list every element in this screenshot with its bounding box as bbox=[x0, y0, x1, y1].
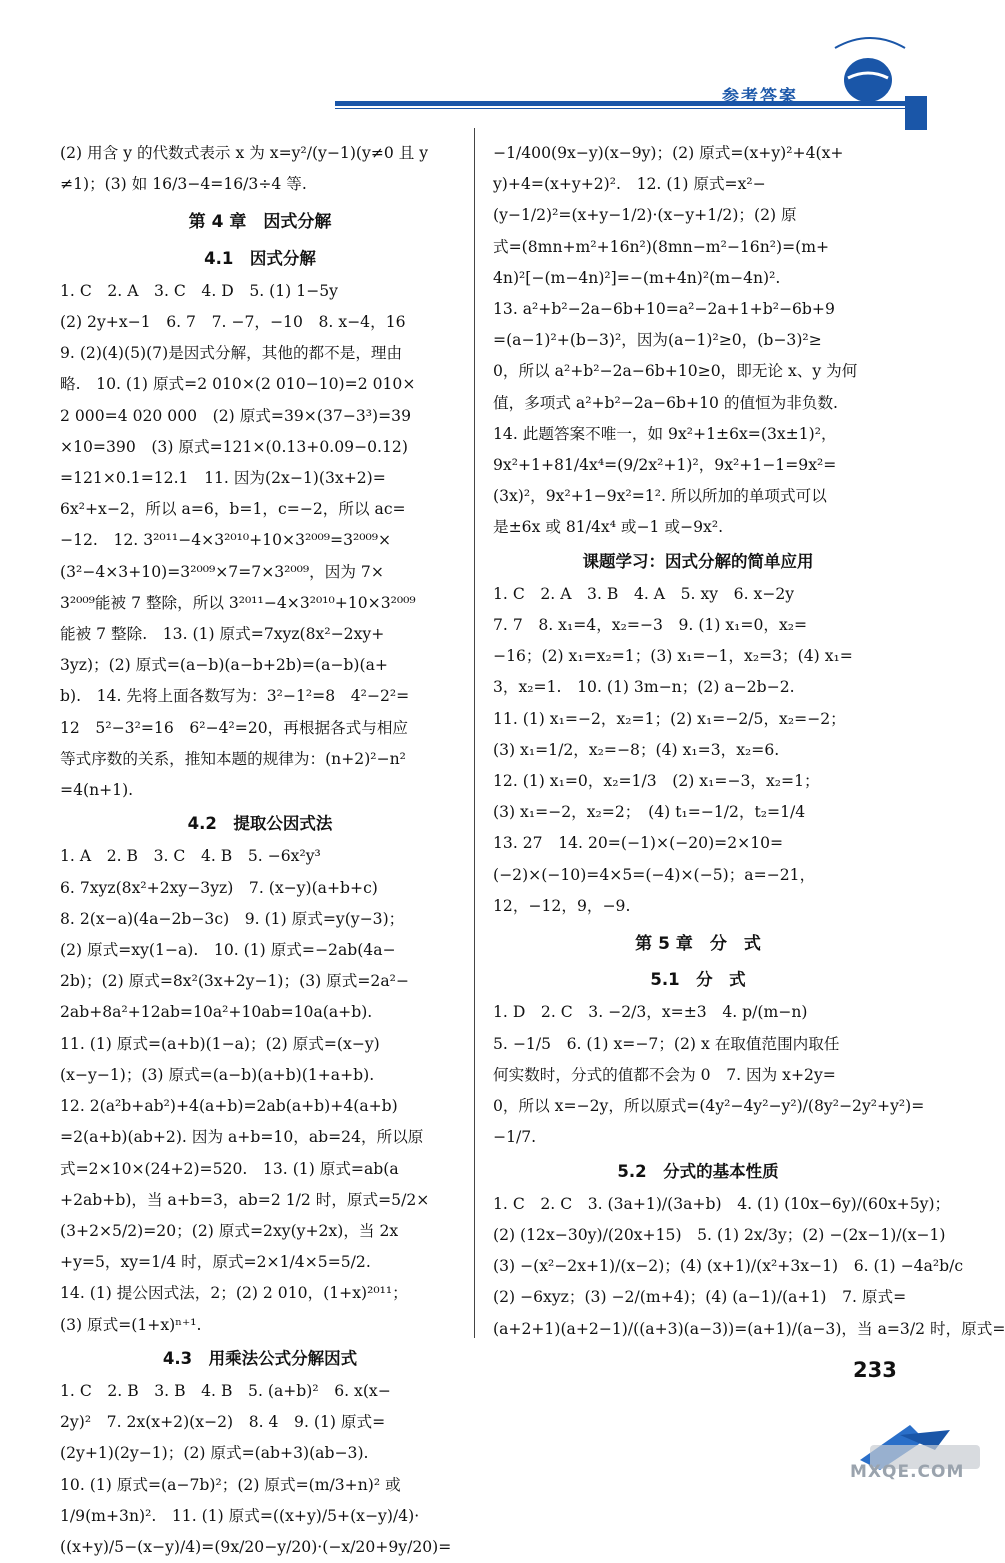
answer-line: b). 14. 先将上面各数写为：3²−1²=8 4²−2²= bbox=[60, 687, 410, 706]
answer-line: 3²⁰⁰⁹能被 7 整除，所以 3²⁰¹¹−4×3²⁰¹⁰+10×3²⁰⁰⁹ bbox=[60, 593, 416, 612]
left-column bbox=[60, 138, 460, 1563]
answer-line: 2ab+8a²+12ab=10a²+10ab=10a(a+b). bbox=[60, 1003, 373, 1022]
answer-line: =121×0.1=12.1 11. 因为(2x−1)(3x+2)= bbox=[60, 469, 386, 488]
answer-line: 等式序数的关系，推知本题的规律为：(n+2)²−n² bbox=[60, 749, 406, 768]
answer-line: 1. C 2. C 3. (3a+1)/(3a+b) 4. (1) (10x−6y)/(60x+5y)； bbox=[493, 1194, 951, 1213]
answer-line: 6x²+x−2，所以 a=6，b=1，c=−2，所以 ac= bbox=[60, 500, 406, 519]
answer-line: 9. (2)(4)(5)(7)是因式分解，其他的都不是，理由 bbox=[60, 344, 403, 363]
answer-line: (3+2×5/2)=20；(2) 原式=2xy(y+2x)，当 2x bbox=[60, 1221, 399, 1240]
answer-line: 6. 7xyz(8x²+2xy−3yz) 7. (x−y)(a+b+c) bbox=[60, 878, 378, 897]
answer-line: +y=5，xy=1/4 时，原式=2×1/4×5=5/2. bbox=[60, 1253, 371, 1272]
answer-line: y)+4=(x+y+2)². 12. (1) 原式=x²− bbox=[493, 175, 766, 194]
answer-line: ((x+y)/5−(x−y)/4)=(9x/20−y/20)·(−x/20+9y/20)= bbox=[60, 1537, 452, 1556]
answer-line: 7. 7 8. x₁=4，x₂=−3 9. (1) x₁=0，x₂= bbox=[493, 616, 808, 635]
answer-line: 11. (1) 原式=(a+b)(1−a)；(2) 原式=(x−y) bbox=[60, 1034, 380, 1053]
answer-line: =4(n+1). bbox=[60, 781, 134, 800]
answer-line: 3，x₂=1. 10. (1) 3m−n；(2) a−2b−2. bbox=[493, 678, 795, 697]
page-header bbox=[0, 0, 1000, 130]
answer-line: 式=2×10×(24+2)=520. 13. (1) 原式=ab(a bbox=[60, 1159, 399, 1178]
answer-line: 9x²+1+81/4x⁴=(9/2x²+1)²，9x²+1−1=9x²= bbox=[493, 456, 837, 475]
column-divider bbox=[474, 128, 475, 1338]
answer-line: 4n)²[−(m−4n)²]=−(m+4n)²(m−4n)². bbox=[493, 268, 781, 287]
answer-line: 0，所以 x=−2y，所以原式=(4y²−4y²−y²)/(8y²−2y²+y²)= bbox=[493, 1097, 925, 1116]
right-column bbox=[493, 138, 1005, 1345]
answer-line: 11. (1) x₁=−2，x₂=1；(2) x₁=−2/5，x₂=−2； bbox=[493, 709, 846, 728]
answer-line: (3) x₁=−2，x₂=2； (4) t₁=−1/2，t₂=1/4 bbox=[493, 803, 806, 822]
answer-line: +2ab+b)，当 a+b=3，ab=2 1/2 时，原式=5/2× bbox=[60, 1190, 430, 1209]
answer-line: −12. 12. 3²⁰¹¹−4×3²⁰¹⁰+10×3²⁰⁰⁹=3²⁰⁰⁹× bbox=[60, 531, 392, 550]
answer-line: 何实数时，分式的值都不会为 0 7. 因为 x+2y= bbox=[493, 1065, 836, 1084]
answer-line: =(a−1)²+(b−3)²，因为(a−1)²≥0，(b−3)²≥ bbox=[493, 331, 822, 350]
answer-line: (y−1/2)²=(x+y−1/2)·(x−y+1/2)；(2) 原 bbox=[493, 206, 797, 225]
header-rule bbox=[335, 101, 920, 106]
answer-line: 2 000=4 020 000 (2) 原式=39×(37−3³)=39 bbox=[60, 406, 412, 425]
answer-line: 1. C 2. A 3. B 4. A 5. xy 6. x−2y bbox=[493, 584, 795, 603]
section-heading: 5.1 分 式 bbox=[650, 970, 746, 990]
answer-line: (3) x₁=1/2，x₂=−8；(4) x₁=3，x₂=6. bbox=[493, 740, 780, 759]
answer-line: =2(a+b)(ab+2). 因为 a+b=10，ab=24，所以原 bbox=[60, 1128, 424, 1147]
answer-line: (3x)²，9x²+1−9x²=1². 所以所加的单项式可以 bbox=[493, 487, 827, 506]
section-heading: 课题学习：因式分解的简单应用 bbox=[582, 551, 814, 571]
answer-line: ×10=390 (3) 原式=121×(0.13+0.09−0.12) bbox=[60, 437, 408, 456]
answer-line: (2) 2y+x−1 6. 7 7. −7，−10 8. x−4，16 bbox=[60, 313, 406, 332]
answer-line: (3) 原式=(1+x)ⁿ⁺¹. bbox=[60, 1315, 202, 1334]
answer-line: (x−y−1)；(3) 原式=(a−b)(a+b)(1+a+b). bbox=[60, 1065, 375, 1084]
answer-line: 1. C 2. B 3. B 4. B 5. (a+b)² 6. x(x− bbox=[60, 1381, 391, 1400]
answer-line: 12. 2(a²b+ab²)+4(a+b)=2ab(a+b)+4(a+b) bbox=[60, 1097, 398, 1116]
answer-line: 12，−12，9，−9. bbox=[493, 896, 631, 915]
answer-line: 1/9(m+3n)². 11. (1) 原式=((x+y)/5+(x−y)/4)· bbox=[60, 1506, 420, 1525]
answer-line: (2) −6xyz；(3) −2/(m+4)；(4) (a−1)/(a+1) 7. 原式= bbox=[493, 1288, 907, 1307]
header-logo-icon bbox=[0, 0, 1000, 130]
answer-line: 2y)² 7. 2x(x+2)(x−2) 8. 4 9. (1) 原式= bbox=[60, 1413, 386, 1432]
section-heading: 4.2 提取公因式法 bbox=[187, 814, 333, 834]
chapter-heading: 第 4 章 因式分解 bbox=[188, 212, 332, 233]
answer-line: ≠1)；(3) 如 16/3−4=16/3÷4 等. bbox=[60, 175, 307, 194]
answer-line: −16；(2) x₁=x₂=1；(3) x₁=−1，x₂=3；(4) x₁= bbox=[493, 647, 853, 666]
answer-line: 1. D 2. C 3. −2/3，x=±3 4. p/(m−n) bbox=[493, 1003, 808, 1022]
answer-line: 1. C 2. A 3. C 4. D 5. (1) 1−5y bbox=[60, 281, 338, 300]
answer-line: 10. (1) 原式=(a−7b)²；(2) 原式=(m/3+n)² 或 bbox=[60, 1475, 401, 1494]
answer-line: 是±6x 或 81/4x⁴ 或−1 或−9x². bbox=[493, 518, 724, 537]
watermark-text: MXQE.COM bbox=[850, 1462, 965, 1482]
answer-line: 2b)；(2) 原式=8x²(3x+2y−1)；(3) 原式=2a²− bbox=[60, 972, 409, 991]
answer-line: 式=(8mn+m²+16n²)(8mn−m²−16n²)=(m+ bbox=[493, 237, 830, 256]
section-heading: 5.2 分式的基本性质 bbox=[617, 1161, 779, 1181]
answer-line: (3) −(x²−2x+1)/(x−2)；(4) (x+1)/(x²+3x−1) 6. (1) −4a²b/c bbox=[493, 1257, 964, 1276]
answer-line: (2y+1)(2y−1)；(2) 原式=(ab+3)(ab−3). bbox=[60, 1444, 369, 1463]
answer-line: 12 5²−3²=16 6²−4²=20，再根据各式与相应 bbox=[60, 718, 409, 737]
answer-line: 12. (1) x₁=0，x₂=1/3 (2) x₁=−3，x₂=1； bbox=[493, 772, 820, 791]
answer-line: (a+2+1)(a+2−1)/((a+3)(a−3))=(a+1)/(a−3)，当 a=3/2 时，原式= bbox=[493, 1319, 1005, 1338]
answer-line: 8. 2(x−a)(4a−2b−3c) 9. (1) 原式=y(y−3)； bbox=[60, 909, 405, 928]
section-heading: 4.3 用乘法公式分解因式 bbox=[162, 1348, 358, 1368]
answer-line: 14. (1) 提公因式法，2；(2) 2 010，(1+x)²⁰¹¹； bbox=[60, 1284, 408, 1303]
header-title: 参考答案 bbox=[722, 87, 798, 107]
section-heading: 4.1 因式分解 bbox=[204, 248, 316, 268]
answer-line: 13. 27 14. 20=(−1)×(−20)=2×10= bbox=[493, 834, 784, 853]
answer-line: 13. a²+b²−2a−6b+10=a²−2a+1+b²−6b+9 bbox=[493, 300, 835, 319]
answer-line: (−2)×(−10)=4×5=(−4)×(−5)；a=−21， bbox=[493, 865, 816, 884]
answer-line: 14. 此题答案不唯一，如 9x²+1±6x=(3x±1)²， bbox=[493, 424, 837, 443]
answer-line: 3yz)；(2) 原式=(a−b)(a−b+2b)=(a−b)(a+ bbox=[60, 656, 388, 675]
answer-line: 1. A 2. B 3. C 4. B 5. −6x²y³ bbox=[60, 847, 321, 866]
answer-line: 5. −1/5 6. (1) x=−7；(2) x 在取值范围内取任 bbox=[493, 1034, 840, 1053]
answer-line: 值，多项式 a²+b²−2a−6b+10 的值恒为非负数. bbox=[493, 393, 839, 412]
header-rule-thin bbox=[335, 108, 920, 109]
answer-line: −1/7. bbox=[493, 1128, 537, 1147]
answer-line: (3²−4×3+10)=3²⁰⁰⁹×7=7×3²⁰⁰⁹，因为 7× bbox=[60, 562, 384, 581]
page-number: 233 bbox=[853, 1358, 897, 1382]
answer-line: (2) (12x−30y)/(20x+15) 5. (1) 2x/3y；(2) −(2x−1)/(x−1) bbox=[493, 1225, 946, 1244]
answer-line: (2) 原式=xy(1−a). 10. (1) 原式=−2ab(4a− bbox=[60, 941, 396, 960]
answer-line: −1/400(9x−y)(x−9y)；(2) 原式=(x+y)²+4(x+ bbox=[493, 144, 844, 162]
chapter-heading: 第 5 章 分 式 bbox=[635, 934, 761, 955]
header-tab-marker bbox=[905, 96, 927, 130]
answer-line: 能被 7 整除. 13. (1) 原式=7xyz(8x²−2xy+ bbox=[60, 625, 385, 644]
answer-line: 略. 10. (1) 原式=2 010×(2 010−10)=2 010× bbox=[60, 375, 416, 394]
answer-line: (2) 用含 y 的代数式表示 x 为 x=y²/(y−1)(y≠0 且 y bbox=[60, 144, 429, 162]
answer-line: 0，所以 a²+b²−2a−6b+10≥0，即无论 x、y 为何 bbox=[493, 362, 858, 381]
